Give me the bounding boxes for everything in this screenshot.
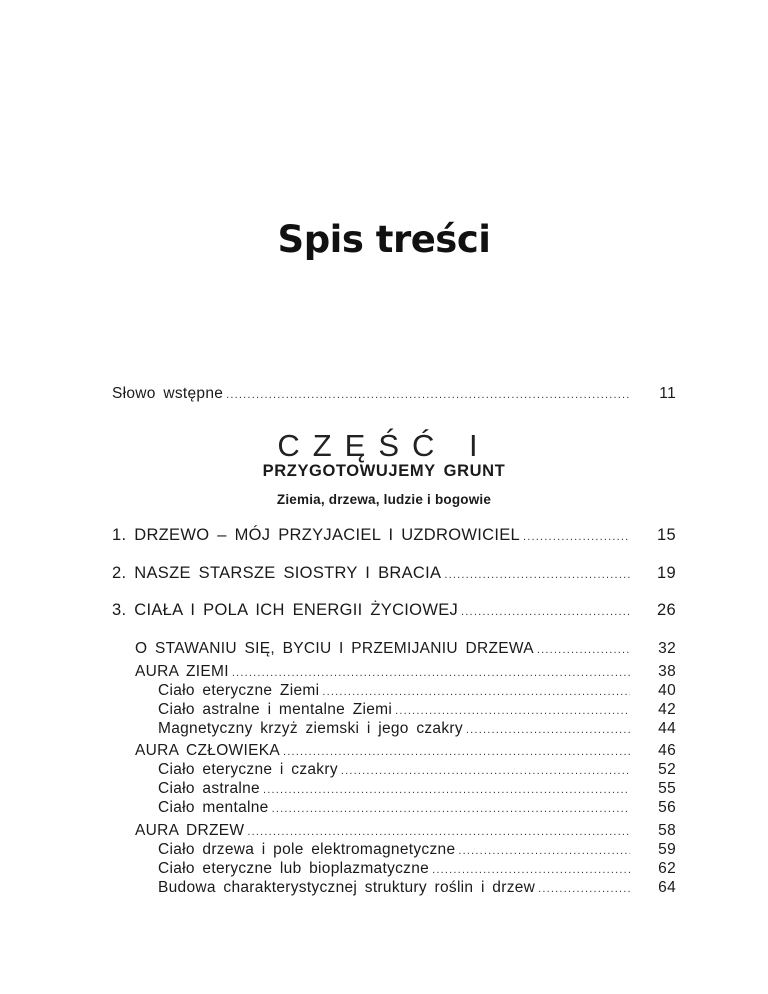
toc-entry-label: AURA ZIEMI <box>135 663 229 680</box>
toc-entry-label: Budowa charakterystycznej struktury roślin i drzew <box>158 879 536 896</box>
toc-entry-preface <box>112 385 676 403</box>
toc-subsection <box>158 841 676 859</box>
dot-leader <box>263 784 630 796</box>
dot-leader <box>226 389 630 401</box>
toc-entry-page: 59 <box>658 841 676 858</box>
dot-leader <box>341 765 630 777</box>
toc-entry-page: 55 <box>658 780 676 797</box>
part-subtitle: Ziemia, drzewa, ludzie i bogowie <box>276 492 492 507</box>
toc-entry-page: 62 <box>658 860 676 877</box>
dot-leader <box>272 803 630 815</box>
dot-leader <box>283 746 630 758</box>
toc-entry-page: 52 <box>658 761 676 778</box>
toc-entry-page: 26 <box>657 601 676 619</box>
toc-entry-label: 2. NASZE STARSZE SIOSTRY I BRACIA <box>112 564 442 582</box>
toc-entry-label: Ciało astralne <box>158 780 260 797</box>
toc-subsection <box>158 761 676 779</box>
toc-subsection <box>158 879 676 897</box>
toc-subsection <box>158 720 676 738</box>
toc-entry-label: Ciało drzewa i pole elektromagnetyczne <box>158 841 456 858</box>
toc-subsection <box>158 701 676 719</box>
page-title: Spis treści <box>277 218 491 261</box>
toc-entry-label: Ciało eteryczne i czakry <box>158 761 338 778</box>
part-label: CZĘŚĆ I <box>277 428 491 463</box>
dot-leader <box>461 606 630 618</box>
toc-chapter-3 <box>112 601 676 620</box>
toc-entry-label: 1. DRZEWO – MÓJ PRZYJACIEL I UZDROWICIEL <box>112 526 521 544</box>
toc-entry-page: 40 <box>658 682 676 699</box>
toc-entry-page: 58 <box>658 822 676 839</box>
toc-entry-page: 38 <box>658 663 676 680</box>
toc-section <box>135 663 676 681</box>
toc-section <box>135 822 676 840</box>
toc-entry-label: Magnetyczny krzyż ziemski i jego czakry <box>158 720 463 737</box>
toc-entry-label: Słowo wstępne <box>112 385 224 402</box>
toc-entry-label: O STAWANIU SIĘ, BYCIU I PRZEMIJANIU DRZEWA <box>135 640 534 657</box>
toc-entry-page: 64 <box>658 879 676 896</box>
part-title: PRZYGOTOWUJEMY GRUNT <box>262 462 506 480</box>
dot-leader <box>523 531 630 543</box>
dot-leader <box>537 644 630 656</box>
toc-entry-page: 15 <box>657 526 676 544</box>
toc-subsection <box>158 860 676 878</box>
toc-entry-page: 19 <box>657 564 676 582</box>
toc-entry-page: 44 <box>658 720 676 737</box>
dot-leader <box>322 686 630 698</box>
toc-entry-label: Ciało eteryczne Ziemi <box>158 682 320 699</box>
dot-leader <box>395 705 630 717</box>
toc-section <box>135 640 676 658</box>
dot-leader <box>444 569 630 581</box>
toc-entry-label: 3. CIAŁA I POLA ICH ENERGII ŻYCIOWEJ <box>112 601 459 619</box>
toc-subsection <box>158 682 676 700</box>
dot-leader <box>538 883 630 895</box>
toc-subsection <box>158 799 676 817</box>
toc-section <box>135 742 676 760</box>
toc-entry-page: 56 <box>658 799 676 816</box>
dot-leader <box>247 826 630 838</box>
toc-chapter-2 <box>112 564 676 583</box>
toc-entry-label: Ciało mentalne <box>158 799 269 816</box>
toc-entry-label: AURA CZŁOWIEKA <box>135 742 281 759</box>
toc-chapter-1 <box>112 526 676 545</box>
toc-entry-page: 46 <box>658 742 676 759</box>
toc-entry-page: 11 <box>659 385 676 402</box>
dot-leader <box>458 845 630 857</box>
toc-entry-label: Ciało astralne i mentalne Ziemi <box>158 701 393 718</box>
toc-entry-page: 42 <box>658 701 676 718</box>
dot-leader <box>232 667 630 679</box>
dot-leader <box>432 864 630 876</box>
toc-entry-page: 32 <box>658 640 676 657</box>
dot-leader <box>466 724 630 736</box>
toc-entry-label: AURA DRZEW <box>135 822 245 839</box>
toc-subsection <box>158 780 676 798</box>
toc-entry-label: Ciało eteryczne lub bioplazmatyczne <box>158 860 430 877</box>
